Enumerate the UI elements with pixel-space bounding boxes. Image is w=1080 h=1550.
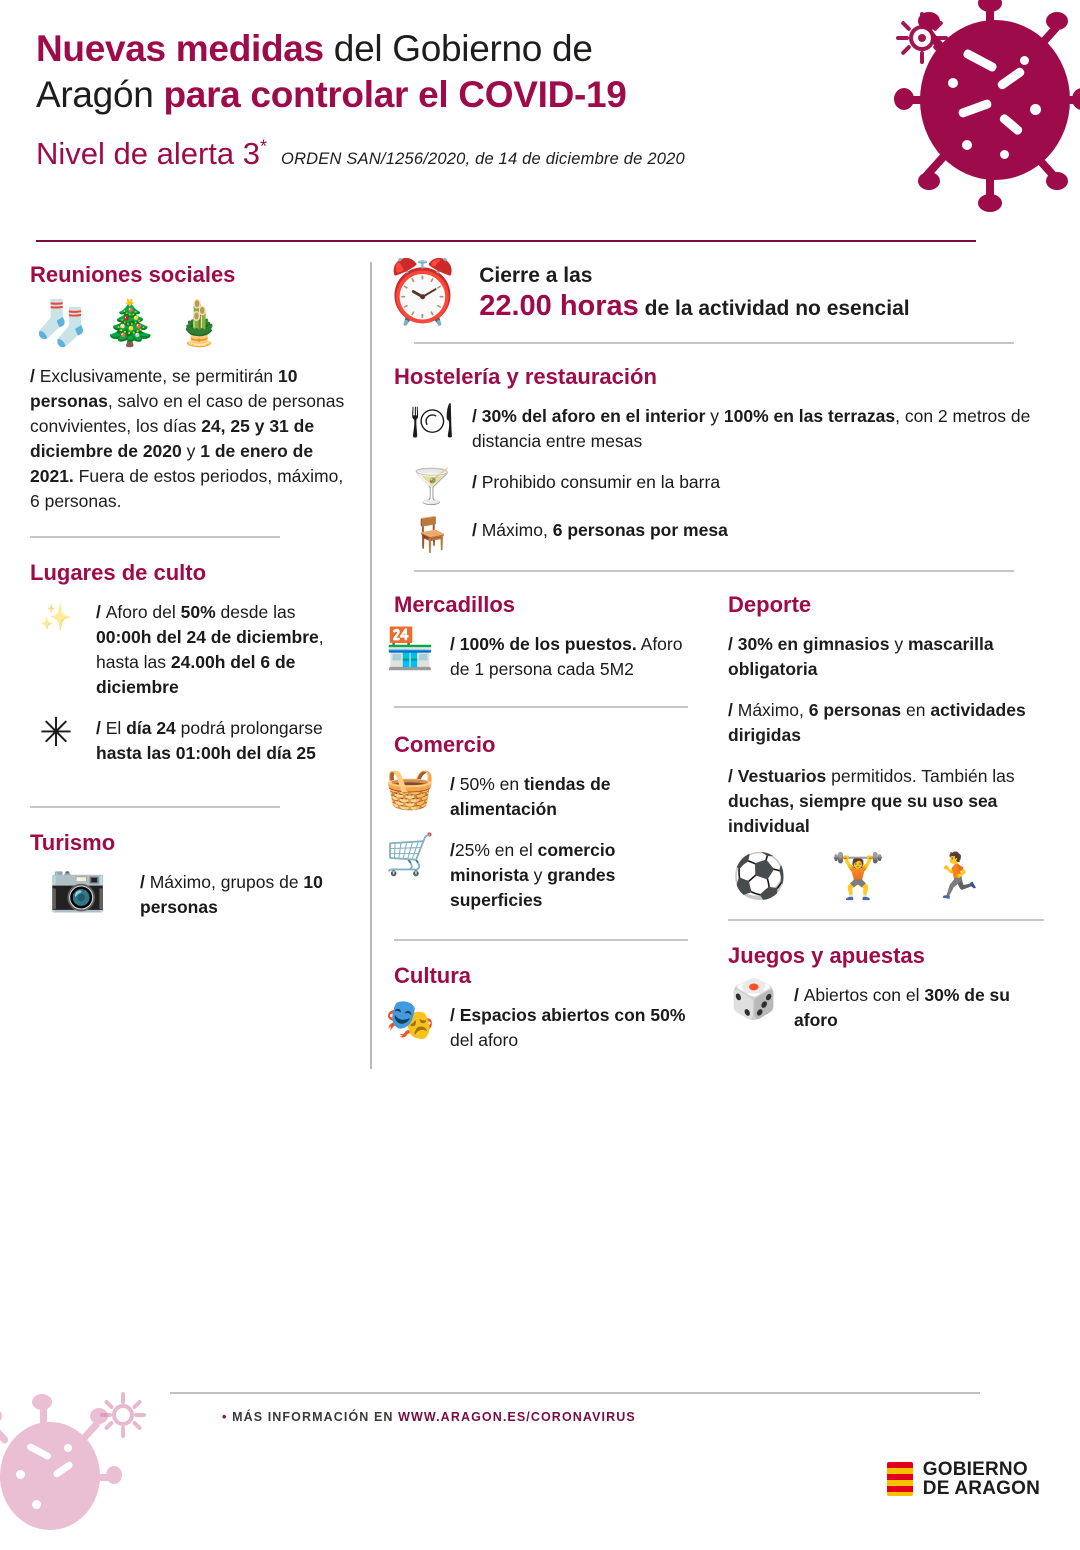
section-title-markets: Mercadillos — [394, 592, 516, 617]
section-title-worship: Lugares de culto — [30, 560, 207, 585]
section-title-gambling: Juegos y apuestas — [728, 943, 925, 968]
christmas-bauble-icon: 🎍 — [171, 299, 227, 348]
divider-right-1 — [414, 342, 1014, 344]
grocery-basket-icon: 🧺 — [385, 767, 435, 811]
alert-level-asterisk: * — [260, 136, 268, 157]
divider-sport — [728, 919, 1044, 921]
cocktail-icon: 🍸 — [410, 468, 454, 506]
sport-item-3: / Vestuarios permitidos. También las duchas, siempre que su uso sea individual — [728, 766, 1015, 836]
divider-commerce — [394, 939, 688, 941]
section-title-sport: Deporte — [728, 592, 812, 617]
camera-icon: 📷 — [49, 861, 107, 913]
closing-time-block — [384, 258, 1044, 327]
gov-line-1: GOBIERNO — [922, 1459, 1028, 1480]
gambling-item: 🎲 / Abiertos con el 30% de su aforo — [728, 983, 1044, 1033]
title-rest-1: del Gobierno de — [323, 28, 593, 69]
government-logo — [887, 1460, 1040, 1498]
market-stall-icon: 🏪 — [385, 627, 435, 671]
title-strong-1: Nuevas medidas — [36, 28, 324, 69]
subcolumn-markets-commerce — [384, 592, 712, 1069]
worship-item-2: ✳ / El día 24 podrá prolongarse hasta las 01:00h del día 25 — [30, 716, 348, 766]
content-columns — [30, 258, 1050, 1069]
commerce-item-2: 🛒 /25% en el comercio minorista y grandes superficies — [385, 833, 616, 910]
soccer-ball-icon: ⚽ — [732, 852, 787, 901]
sport-item-2: / Máximo, 6 personas en actividades dirigidas — [728, 700, 1026, 745]
closing-hours-rest: de la actividad no esencial — [638, 296, 910, 320]
subcolumn-sport-gambling — [712, 592, 1044, 1069]
aragon-flag-icon — [887, 1462, 913, 1496]
divider-left-1 — [30, 536, 280, 538]
serving-dish-icon: 🍽 — [410, 402, 454, 440]
virus-illustration-large — [900, 0, 1080, 215]
worship-item-1: ✨ / Aforo del 50% desde las 00:00h del 24 de diciembre, hasta las 24.00h del 6 de diciembre — [30, 600, 348, 700]
hospitality-item-1: 🍽 / 30% del aforo en el interior y 100% en las terrazas, con 2 metros de distancia entre mesas — [406, 404, 1044, 454]
section-title-hospitality: Hostelería y restauración — [394, 364, 657, 389]
order-reference: ORDEN SAN/1256/2020, de 14 de diciembre de 2020 — [281, 150, 685, 168]
footer-info-prefix: MÁS INFORMACIÓN EN — [232, 1410, 399, 1424]
title-rest-2: Aragón — [36, 74, 164, 115]
alarm-clock-icon: ⏰ — [384, 258, 462, 327]
footer-info — [222, 1410, 636, 1424]
alert-level-label: Nivel de alerta 3 — [36, 136, 261, 171]
closing-hours — [479, 290, 909, 323]
section-title-social: Reuniones sociales — [30, 262, 236, 287]
gov-line-2: DE ARAGON — [922, 1478, 1040, 1499]
shopping-cart-icon: 🛒 — [385, 833, 435, 877]
christmas-stocking-icon: 🧦 — [34, 299, 89, 348]
hospitality-item-2: 🍸 / Prohibido consumir en la barra — [406, 470, 1044, 502]
table-chairs-icon: 🪑 — [410, 516, 454, 554]
tourism-item: 📷 / Máximo, grupos de 10 personas — [30, 870, 348, 920]
footer-bullet: • — [222, 1410, 228, 1424]
closing-hours-value: 22.00 horas — [479, 289, 639, 322]
social-icons — [34, 299, 348, 348]
header — [36, 26, 916, 172]
footer-divider — [170, 1392, 980, 1394]
light-beam-icon: ✨ — [39, 602, 73, 632]
hospitality-item-3: 🪑 / Máximo, 6 personas por mesa — [406, 518, 1044, 550]
closing-label: Cierre a las — [479, 263, 593, 287]
column-divider — [370, 262, 372, 1069]
dice-icon: 🎲 — [730, 979, 778, 1021]
divider-left-2 — [30, 806, 280, 808]
sport-icons — [732, 852, 1044, 901]
commerce-item-1: 🧺 / 50% en tiendas de alimentación — [385, 767, 611, 819]
weightlifter-icon: 🏋 — [830, 852, 886, 901]
theatre-masks-icon: 🎭 — [385, 998, 435, 1042]
header-divider — [36, 240, 976, 242]
star-sparkle-icon: ✳ — [39, 711, 73, 755]
christmas-tree-icon: 🎄 — [102, 299, 158, 348]
section-title-commerce: Comercio — [394, 732, 496, 757]
sport-item-1: / 30% en gimnasios y mascarilla obligatoria — [728, 634, 994, 679]
social-text: / Exclusivamente, se permitirán 10 personas, salvo en el caso de personas convivientes, los días 24, 25 y 31 de diciembre de 2020 y 1 de enero de 2021. Fuera de estos periodos, máximo, 6 personas. — [30, 366, 345, 511]
divider-right-2 — [414, 570, 1014, 572]
title-strong-2: para controlar el COVID-19 — [163, 74, 627, 115]
page-title — [36, 26, 916, 118]
right-subgrid — [384, 592, 1044, 1069]
section-title-culture: Cultura — [394, 963, 471, 988]
runner-icon: 🏃 — [929, 852, 985, 901]
left-column — [30, 262, 358, 1069]
culture-item: 🎭 / Espacios abiertos con 50% del aforo — [385, 998, 686, 1050]
markets-item: 🏪 / 100% de los puestos. Aforo de 1 persona cada 5M2 — [385, 627, 683, 679]
government-logo-text — [923, 1460, 1040, 1498]
alert-level-line — [36, 136, 916, 172]
divider-markets — [394, 706, 688, 708]
right-column — [384, 258, 1044, 1069]
alert-level — [36, 136, 267, 172]
footer-url[interactable]: WWW.ARAGON.ES/CORONAVIRUS — [398, 1410, 636, 1424]
virus-illustration-bottom-outline — [100, 1392, 146, 1438]
section-title-tourism: Turismo — [30, 830, 116, 855]
